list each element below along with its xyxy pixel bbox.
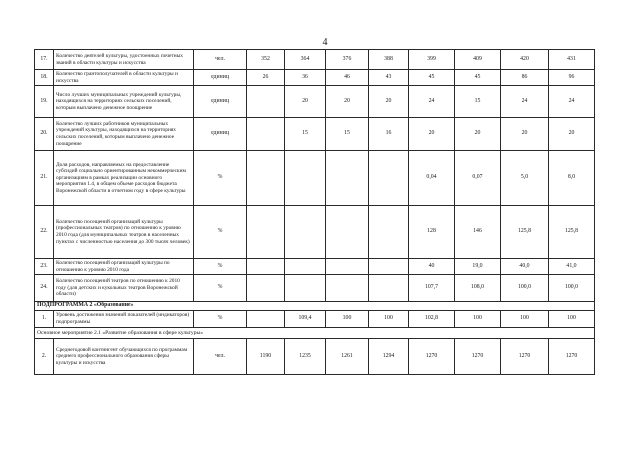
- value-cell: 100: [326, 311, 369, 328]
- value-cell: 1261: [326, 339, 369, 375]
- value-cell: 100: [455, 311, 501, 328]
- table-row: [35, 275, 595, 302]
- value-cell: 46: [326, 70, 369, 86]
- indicator-name: Количество посещений организаций культуры по отношению к уровню 2010 года: [54, 259, 194, 275]
- value-cell: [326, 151, 369, 206]
- unit-cell: %: [194, 275, 247, 302]
- value-cell: [247, 259, 285, 275]
- value-cell: 0,07: [455, 151, 501, 206]
- table-row: [35, 311, 595, 328]
- row-number: 20.: [35, 118, 54, 151]
- value-cell: 15: [285, 118, 326, 151]
- value-cell: 96: [549, 70, 595, 86]
- row-number: 21.: [35, 151, 54, 206]
- value-cell: 24: [501, 86, 549, 118]
- value-cell: [247, 118, 285, 151]
- value-cell: 0,04: [409, 151, 455, 206]
- value-cell: 100,0: [549, 275, 595, 302]
- value-cell: [285, 206, 326, 259]
- row-number: 1.: [35, 311, 54, 328]
- value-cell: 45: [455, 70, 501, 86]
- indicator-name: Количество грантополучателей в области культуры и искусства: [54, 70, 194, 86]
- indicator-name: Количество деятелей культуры, удостоенных почетных званий в области культуры и искусства: [54, 50, 194, 70]
- value-cell: [369, 151, 409, 206]
- value-cell: [369, 259, 409, 275]
- page-number: 4: [322, 37, 328, 48]
- unit-cell: чел.: [194, 50, 247, 70]
- row-number: 22.: [35, 206, 54, 259]
- value-cell: 20: [455, 118, 501, 151]
- value-cell: 20: [326, 86, 369, 118]
- value-cell: [326, 275, 369, 302]
- value-cell: 100: [369, 311, 409, 328]
- value-cell: [285, 275, 326, 302]
- table-row: [35, 70, 595, 86]
- value-cell: 8,0: [549, 151, 595, 206]
- table-row: [35, 118, 595, 151]
- unit-cell: чел.: [194, 339, 247, 375]
- value-cell: 1270: [549, 339, 595, 375]
- value-cell: 100: [549, 311, 595, 328]
- value-cell: 128: [409, 206, 455, 259]
- unit-cell: единиц: [194, 86, 247, 118]
- value-cell: 420: [501, 50, 549, 70]
- value-cell: 45: [409, 70, 455, 86]
- value-cell: [285, 151, 326, 206]
- value-cell: 26: [247, 70, 285, 86]
- value-cell: 409: [455, 50, 501, 70]
- value-cell: 15: [455, 86, 501, 118]
- value-cell: 41,0: [549, 259, 595, 275]
- indicator-name: Количество посещений организаций культуры (профессиональных театров) по отношению к уровню 2010 года (для муниципальных театров в населенных пунктах с численностью населения до 300 тысяч человек): [54, 206, 194, 259]
- unit-cell: %: [194, 311, 247, 328]
- value-cell: [326, 206, 369, 259]
- value-cell: 24: [409, 86, 455, 118]
- indicator-name: Уровень достижения значений показателей (индикаторов) подпрограммы: [54, 311, 194, 328]
- unit-cell: %: [194, 206, 247, 259]
- indicator-name: Количество посещений театров по отношению к 2010 году (для детских и кукольных театров Воронежской области): [54, 275, 194, 302]
- indicator-name: Доля расходов, направляемых на предоставление субсидий социально ориентированным некоммерческим организациям в рамках реализации основного мероприятия 1.4, в общем объеме расходов бюджета Воронежской области в отчетном году в сфере культуры: [54, 151, 194, 206]
- value-cell: 16: [369, 118, 409, 151]
- value-cell: 20: [369, 86, 409, 118]
- value-cell: [247, 86, 285, 118]
- indicator-name: Число лучших муниципальных учреждений культуры, находящихся на территориях сельских поселений, которым выплачено денежное поощрение: [54, 86, 194, 118]
- value-cell: [285, 259, 326, 275]
- value-cell: [247, 311, 285, 328]
- value-cell: 376: [326, 50, 369, 70]
- value-cell: 40: [409, 259, 455, 275]
- table-row: [35, 206, 595, 259]
- value-cell: 100: [501, 311, 549, 328]
- row-number: 17.: [35, 50, 54, 70]
- row-number: 19.: [35, 86, 54, 118]
- indicators-table: [34, 49, 595, 375]
- value-cell: 40,0: [501, 259, 549, 275]
- value-cell: 399: [409, 50, 455, 70]
- value-cell: [369, 206, 409, 259]
- value-cell: 36: [285, 70, 326, 86]
- indicator-name: Количество лучших работников муниципальных учреждений культуры, находящихся на территориях сельских поселений, которым выплачено денежное поощрение: [54, 118, 194, 151]
- value-cell: 107,7: [409, 275, 455, 302]
- row-number: 24.: [35, 275, 54, 302]
- value-cell: 100,0: [501, 275, 549, 302]
- unit-cell: единиц: [194, 70, 247, 86]
- value-cell: 431: [549, 50, 595, 70]
- row-number: 2.: [35, 339, 54, 375]
- value-cell: 352: [247, 50, 285, 70]
- value-cell: 109,4: [285, 311, 326, 328]
- unit-cell: %: [194, 151, 247, 206]
- value-cell: 15: [326, 118, 369, 151]
- value-cell: 19,0: [455, 259, 501, 275]
- table-row: [35, 86, 595, 118]
- value-cell: 1270: [501, 339, 549, 375]
- measure-row: [35, 328, 595, 339]
- value-cell: 1190: [247, 339, 285, 375]
- value-cell: 86: [501, 70, 549, 86]
- measure-title: Основное мероприятие 2.1 «Развитие образования в сфере культуры»: [35, 328, 595, 339]
- table-row: [35, 50, 595, 70]
- table-row: [35, 151, 595, 206]
- value-cell: [247, 206, 285, 259]
- value-cell: 1270: [455, 339, 501, 375]
- value-cell: 20: [549, 118, 595, 151]
- value-cell: 1235: [285, 339, 326, 375]
- value-cell: 125,8: [501, 206, 549, 259]
- section-header-row: [35, 302, 595, 311]
- value-cell: 24: [549, 86, 595, 118]
- value-cell: 43: [369, 70, 409, 86]
- value-cell: 125,8: [549, 206, 595, 259]
- value-cell: 20: [501, 118, 549, 151]
- value-cell: 1270: [409, 339, 455, 375]
- value-cell: 364: [285, 50, 326, 70]
- value-cell: [326, 259, 369, 275]
- value-cell: [369, 275, 409, 302]
- value-cell: 5,0: [501, 151, 549, 206]
- value-cell: 20: [285, 86, 326, 118]
- value-cell: 108,0: [455, 275, 501, 302]
- row-number: 23.: [35, 259, 54, 275]
- value-cell: 1294: [369, 339, 409, 375]
- value-cell: 388: [369, 50, 409, 70]
- indicator-name: Среднегодовой контингент обучающихся по программам среднего профессионального образования сферы культуры и искусства: [54, 339, 194, 375]
- table-row: [35, 339, 595, 375]
- value-cell: [247, 151, 285, 206]
- value-cell: 102,8: [409, 311, 455, 328]
- section-title: ПОДПРОГРАММА 2 «Образование»: [35, 302, 595, 311]
- row-number: 18.: [35, 70, 54, 86]
- value-cell: 146: [455, 206, 501, 259]
- table-row: [35, 259, 595, 275]
- value-cell: [247, 275, 285, 302]
- unit-cell: единиц: [194, 118, 247, 151]
- value-cell: 20: [409, 118, 455, 151]
- unit-cell: %: [194, 259, 247, 275]
